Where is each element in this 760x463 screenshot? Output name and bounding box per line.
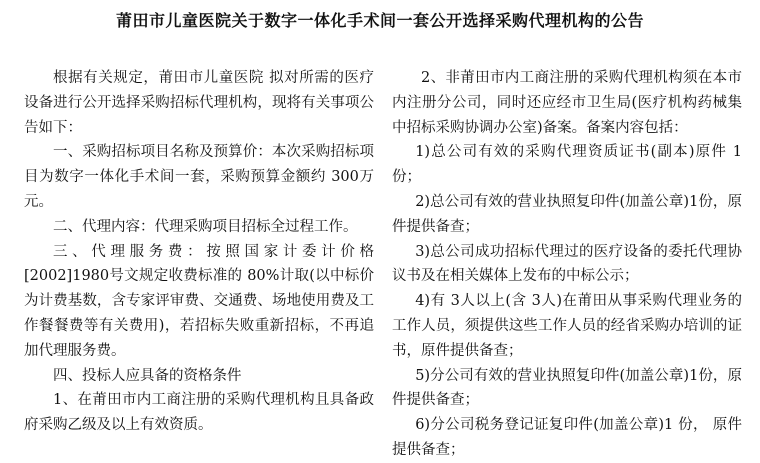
left-column — [24, 66, 374, 438]
intro-paragraph: 根据有关规定，莆田市儿童医院 拟对所需的医疗设备进行公开选择采购招标代理机构，现将有关事项公告如下： — [24, 70, 374, 136]
right-column — [392, 66, 742, 463]
section-service-fee: 三、代理服务费：按照国家计委计价格[2002]1980号文规定收费标准的 80%计取(以中标价为计费基数，含专家评审费、交通费、场地使用费及工作餐餐费等有关费用)，若招标失败重新招标，不再追加代理服务费。 — [24, 243, 374, 359]
filing-item-6: 6)分公司税务登记证复印件(加盖公章)1 份， 原件提供备查； — [392, 417, 742, 458]
section-qualifications-heading: 四、投标人应具备的资格条件 — [53, 367, 242, 384]
section-agency-content: 二、代理内容：代理采购项目招标全过程工作。 — [53, 218, 358, 235]
section-project-name: 一、采购招标项目名称及预算价：本次采购招标项目为数字一体化手术间一套，采购预算金额约 300万元。 — [24, 144, 374, 210]
filing-item-4: 4)有 3人以上(含 3人)在莆田从事采购代理业务的工作人员，须提供这些工作人员的经省采购办培训的证书，原件提供备查； — [392, 293, 742, 359]
filing-item-5: 5)分公司有效的营业执照复印件(加盖公章)1份，原件提供备查； — [392, 367, 742, 409]
filing-item-2: 2)总公司有效的营业执照复印件(加盖公章)1份，原件提供备查； — [392, 193, 742, 235]
filing-item-3: 3)总公司成功招标代理过的医疗设备的委托代理协议书及在相关媒体上发布的中标公示； — [392, 243, 742, 285]
qualification-item-1: 1、在莆田市内工商注册的采购代理机构且具备政府采购乙级及以上有效资质。 — [24, 392, 374, 434]
notice-title: 莆田市儿童医院关于数字一体化手术间一套公开选择采购代理机构的公告 — [115, 11, 644, 30]
qualification-item-2: 2、非莆田市内工商注册的采购代理机构须在本市内注册分公司，同时还应经市卫生局(医疗机构药械集中招标采购协调办公室)备案。备案内容包括： — [392, 70, 742, 136]
filing-item-1: 1)总公司有效的采购代理资质证书(副本)原件 1份； — [392, 144, 742, 186]
